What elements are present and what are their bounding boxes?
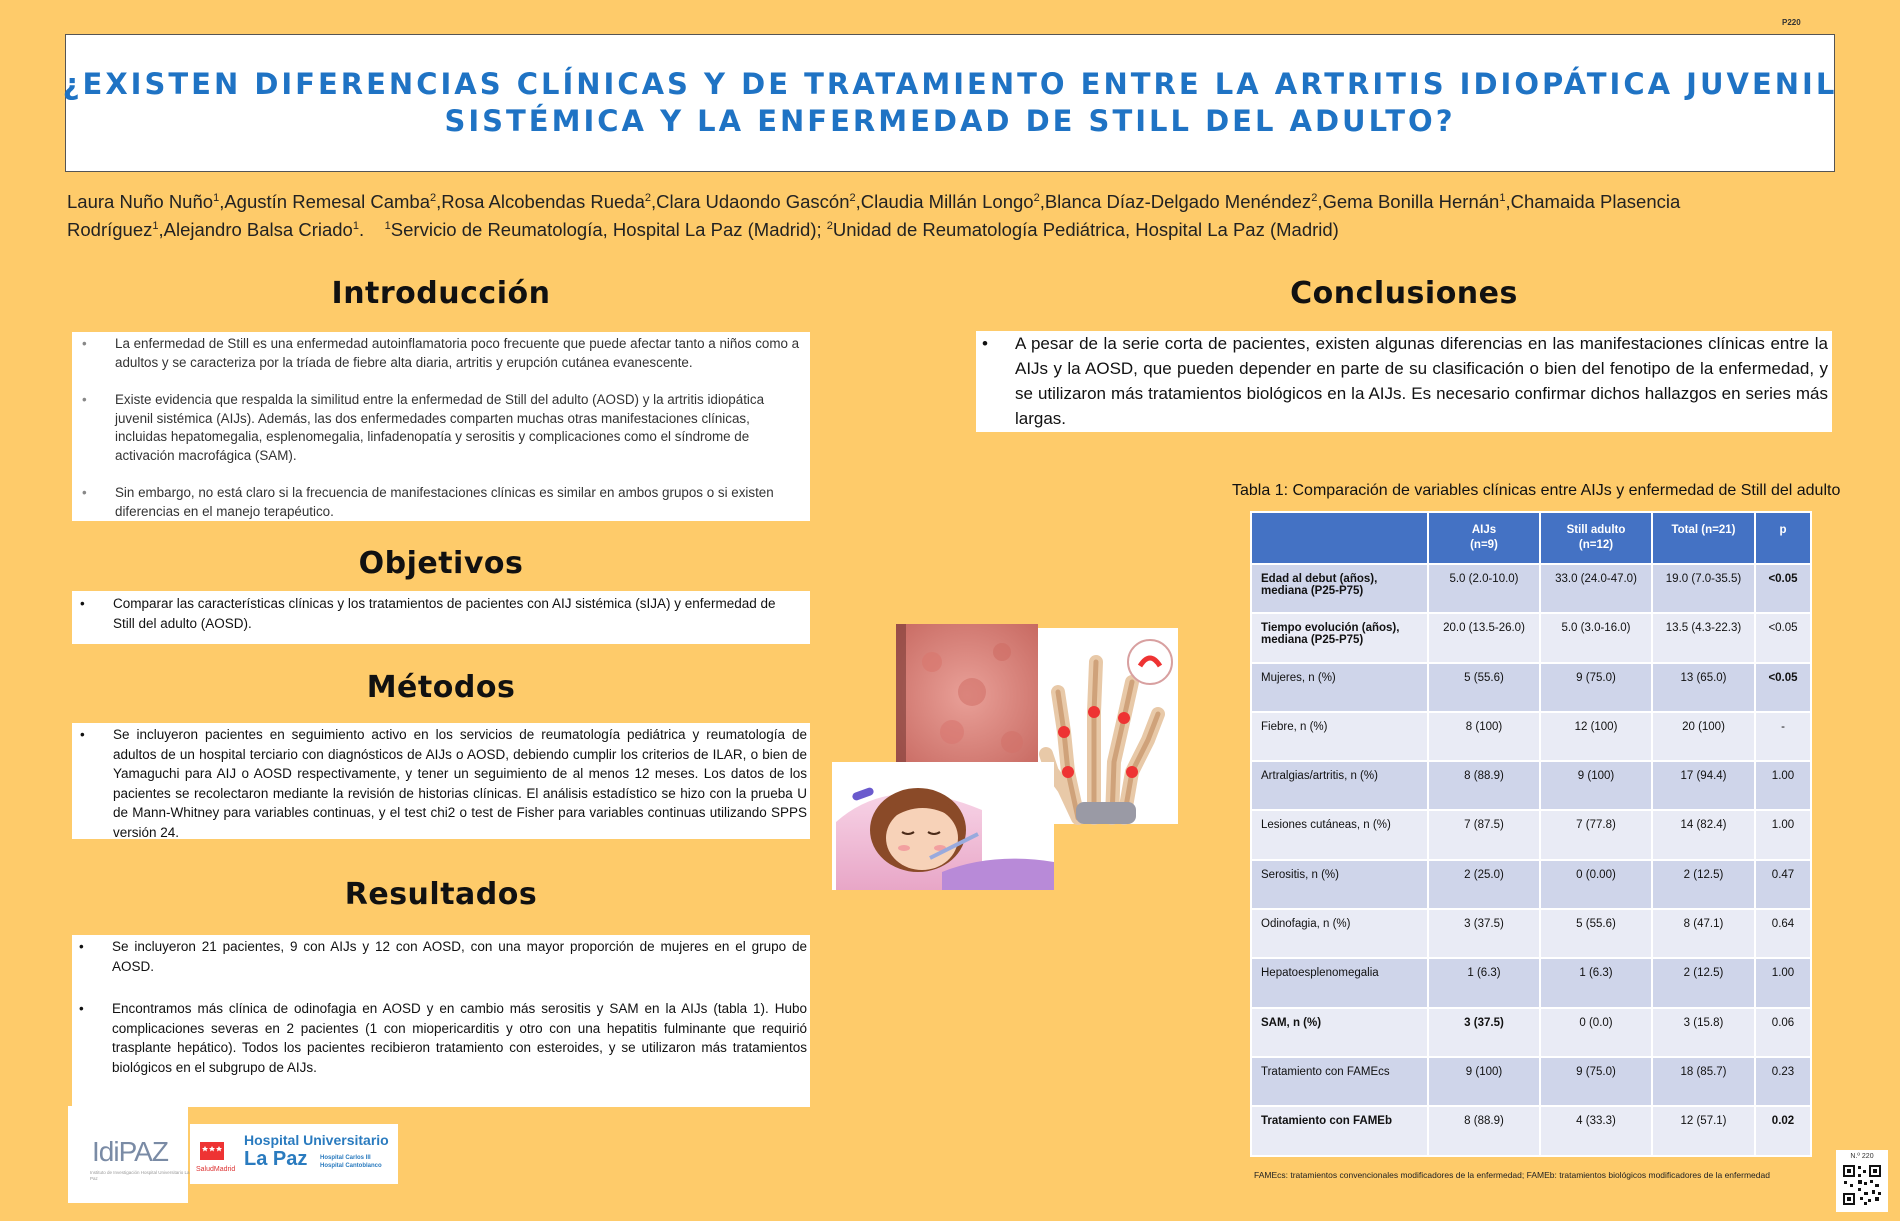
affiliation: $^1$Servicio de Reumatología, Hospital La Paz (Madrid);: [384, 219, 827, 241]
salud-madrid-emblem: [198, 1140, 226, 1162]
table-row: Odinofagia, n (%) 3 (37.5) 5 (55.6) 8 (47.1) 0.64: [1251, 909, 1811, 958]
objetivos-list: [76, 594, 800, 633]
table-row: Serositis, n (%) 2 (25.0) 0 (0.00) 2 (12.5) 0.47: [1251, 860, 1811, 909]
introduccion-bullet: • La enfermedad de Still es una enfermedad autoinflamatoria poco frecuente que puede afectar tanto a niños como a adultos y se caracteriza por la tríada de fiebre alta diaria, artritis y erupción cutánea evanescente.: [78, 335, 800, 372]
author-affiliation-mark: 1: [1499, 192, 1506, 204]
author-name: Claudia Millán Longo$^2$: [860, 191, 1040, 213]
author-name: Blanca Díaz-Delgado Menéndez$^2$: [1044, 191, 1318, 213]
objetivos-box: [72, 591, 810, 644]
author-affiliation-mark: 2: [1311, 192, 1318, 204]
qr-code-icon: [1842, 1164, 1882, 1206]
author-affiliation-mark: 2: [1033, 192, 1040, 204]
metodos-list: [76, 725, 807, 842]
author-affiliation-mark: 2: [429, 192, 437, 204]
table-row: Mujeres, n (%) 5 (55.6) 9 (75.0) 13 (65.0) <0.05: [1251, 663, 1811, 712]
conclusiones-list: [978, 331, 1828, 431]
hospital-sub-2: Hospital Cantoblanco: [320, 1163, 382, 1169]
introduccion-box: [72, 332, 810, 521]
table-caption: Tabla 1: Comparación de variables clínicas entre AIJs y enfermedad de Still del adulto: [1232, 482, 1841, 499]
title-line-1: ¿EXISTEN DIFERENCIAS CLÍNICAS Y DE TRATAMIENTO ENTRE LA ARTRITIS IDIOPÁTICA JUVENIL: [62, 67, 1838, 101]
table-header-cell: Still adulto (n=12): [1540, 512, 1652, 564]
table-footnote: FAMEcs: tratamientos convencionales modificadores de la enfermedad; FAMEb: tratamientos biológicos modificadores de la enfermedad: [1254, 1170, 1770, 1180]
poster-code: P220: [1782, 18, 1801, 27]
idipaz-logo-subtitle: Instituto de Investigación Hospital Universitario La Paz: [90, 1170, 190, 1181]
qr-code-box: [1836, 1150, 1888, 1212]
table-row: Tratamiento con FAMEb 8 (88.9) 4 (33.3) 12 (57.1) 0.02: [1251, 1106, 1811, 1155]
author-affiliation-mark: 2: [644, 192, 652, 204]
qr-label: N.º 220: [1850, 1153, 1874, 1160]
objetivos-heading: Objetivos: [358, 546, 524, 581]
table-row: Lesiones cutáneas, n (%) 7 (87.5) 7 (77.8) 14 (82.4) 1.00: [1251, 810, 1811, 859]
author-name: Clara Udaondo Gascón$^2$: [656, 191, 856, 213]
table-header-cell: AIJs (n=9): [1428, 512, 1540, 564]
table-row: Edad al debut (años), mediana (P25-P75) 5.0 (2.0-10.0) 33.0 (24.0-47.0) 19.0 (7.0-35.5) <0.05: [1251, 564, 1811, 613]
conclusiones-box: [976, 331, 1832, 432]
hospital-sub-1: Hospital Carlos III: [320, 1155, 371, 1161]
metodos-box: [72, 723, 810, 839]
title-line-2: SISTÉMICA Y LA ENFERMEDAD DE STILL DEL ADULTO?: [444, 104, 1456, 138]
hospital-la-paz-logo: [190, 1124, 398, 1184]
author-affiliation-mark: 2: [849, 192, 856, 204]
conclusiones-heading: Conclusiones: [1290, 276, 1518, 311]
title-box: [62, 34, 1838, 172]
table-header-row: [1251, 512, 1811, 564]
skin-rash-photo: [896, 624, 1038, 767]
table-row: Tiempo evolución (años), mediana (P25-P75) 20.0 (13.5-26.0) 5.0 (3.0-16.0) 13.5 (4.3-22.3) <0.05: [1251, 613, 1811, 662]
author-name: Agustín Remesal Camba$^2$: [224, 191, 437, 213]
introduccion-bullet: • Existe evidencia que respalda la similitud entre la enfermedad de Still del adulto (AOSD) y la artritis idiopática juvenil sistémica (AIJs). Además, las dos enfermedades comparten muchas otras manifestaciones clínicas, incluidas hepatomegalia, esplenomegalia, linfadenopatía y serositis y complicaciones como el síndrome de activación macrofágica (SAM).: [78, 391, 800, 465]
author-name: Laura Nuño Nuño$^1$: [67, 191, 220, 213]
author-name: Gema Bonilla Hernán$^1$: [1322, 191, 1506, 213]
sick-girl-illustration: [832, 762, 1054, 890]
resultados-heading: Resultados: [344, 877, 538, 912]
resultados-bullet: • Se incluyeron 21 pacientes, 9 con AIJs y 12 con AOSD, con una mayor proporción de mujeres en el grupo de AOSD.: [75, 937, 807, 976]
introduccion-list: [78, 335, 800, 521]
table-row: Tratamiento con FAMEcs 9 (100) 9 (75.0) 18 (85.7) 0.23: [1251, 1057, 1811, 1106]
author-name: Rosa Alcobendas Rueda$^2$: [441, 191, 652, 213]
resultados-box: [72, 935, 810, 1107]
table-row: Fiebre, n (%) 8 (100) 12 (100) 20 (100) -: [1251, 712, 1811, 761]
author-name: Alejandro Balsa Criado$^1$: [163, 219, 359, 241]
conclusiones-bullet: • A pesar de la serie corta de pacientes, existen algunas diferencias en las manifestaciones clínicas entre la AIJs y la AOSD, que pueden depender en parte de su clasificación o bien del fenotipo de la enfermedad, y se utilizaron más tratamientos biológicos en la AIJs. Es necesario confirmar dichos hallazgos en series más largas.: [978, 331, 1828, 431]
author-affiliation-mark: 1: [213, 192, 220, 204]
authors-block: Laura Nuño Nuño$^1$,Agustín Remesal Camba$^2$,Rosa Alcobendas Rueda$^2$,Clara Udaondo Gascón$^2$,Claudia Millán Longo$^2$,Blanca Díaz-Delgado Menéndez$^2$,Gema Bonilla Hernán$^1$,Chamaida Plasencia Rodríguez$^1$,Alejandro Balsa Criado$^1$. $^1$Servicio de Reumatología, Hospital La Paz (Madrid); $^2$Unidad de Reumatología Pediátrica, Hospital La Paz (Madrid): [67, 191, 1681, 241]
author-affiliation-mark: 1: [152, 220, 159, 233]
table-header-cell: Total (n=21): [1652, 512, 1755, 564]
table-row: SAM, n (%) 3 (37.5) 0 (0.0) 3 (15.8) 0.06: [1251, 1008, 1811, 1057]
affiliation: $^2$Unidad de Reumatología Pediátrica, Hospital La Paz (Madrid): [826, 219, 1339, 241]
idipaz-logo: [68, 1106, 188, 1203]
salud-madrid-text: SaludMadrid: [196, 1166, 236, 1173]
author-name: Chamaida Plasencia Rodríguez$^1$: [67, 191, 1681, 241]
table-header-cell: [1251, 512, 1428, 564]
hospital-name-line1: Hospital Universitario: [244, 1132, 389, 1148]
illustrations: [832, 622, 1178, 890]
metodos-bullet: • Se incluyeron pacientes en seguimiento activo en los servicios de reumatología pediátrica y reumatología de adultos de un hospital terciario con diagnósticos de AIJs o AOSD, debiendo cumplir los criterios de ILAR, o bien de Yamaguchi para AIJ o AOSD respectivamente, y tener un seguimiento de al menos 12 meses. Los datos de los pacientes se recolectaron mediante la revisión de historias clínicas. El análisis estadístico se hizo con la prueba U de Mann-Whitney para variables continuas, y el test chi2 o test de Fisher para variables continuas utilizando SPPS versión 24.: [76, 725, 807, 842]
objetivos-bullet: • Comparar las características clínicas y los tratamientos de pacientes con AIJ sistémica (sIJA) y enfermedad de Still del adulto (AOSD).: [76, 594, 800, 633]
hand-joints-illustration: [1038, 628, 1178, 824]
table-row: Hepatoesplenomegalia 1 (6.3) 1 (6.3) 2 (12.5) 1.00: [1251, 958, 1811, 1007]
idipaz-logo-text: IdiPAZ: [92, 1136, 168, 1167]
resultados-list: [75, 937, 807, 1077]
table-header-cell: p: [1755, 512, 1811, 564]
introduccion-bullet: • Sin embargo, no está claro si la frecuencia de manifestaciones clínicas es similar en ambos grupos o si existen diferencias en el manejo terapéutico.: [78, 484, 800, 521]
table-row: Artralgias/artritis, n (%) 8 (88.9) 9 (100) 17 (94.4) 1.00: [1251, 761, 1811, 810]
introduccion-heading: Introducción: [331, 276, 551, 311]
hospital-name-line2: La Paz: [244, 1148, 308, 1170]
resultados-bullet: • Encontramos más clínica de odinofagia en AOSD y en cambio más serositis y SAM en la AIJs (tabla 1). Hubo complicaciones severas en 2 pacientes (1 con miopericarditis y otro con una hepatitis fulminante que requirió trasplante hepático). Todos los pacientes recibieron tratamiento con esteroides, y se utilizaron más tratamientos biológicos en el subgrupo de AIJs.: [75, 999, 807, 1077]
metodos-heading: Métodos: [366, 670, 516, 705]
results-table: [1250, 511, 1812, 1157]
author-affiliation-mark: 1: [352, 220, 359, 233]
